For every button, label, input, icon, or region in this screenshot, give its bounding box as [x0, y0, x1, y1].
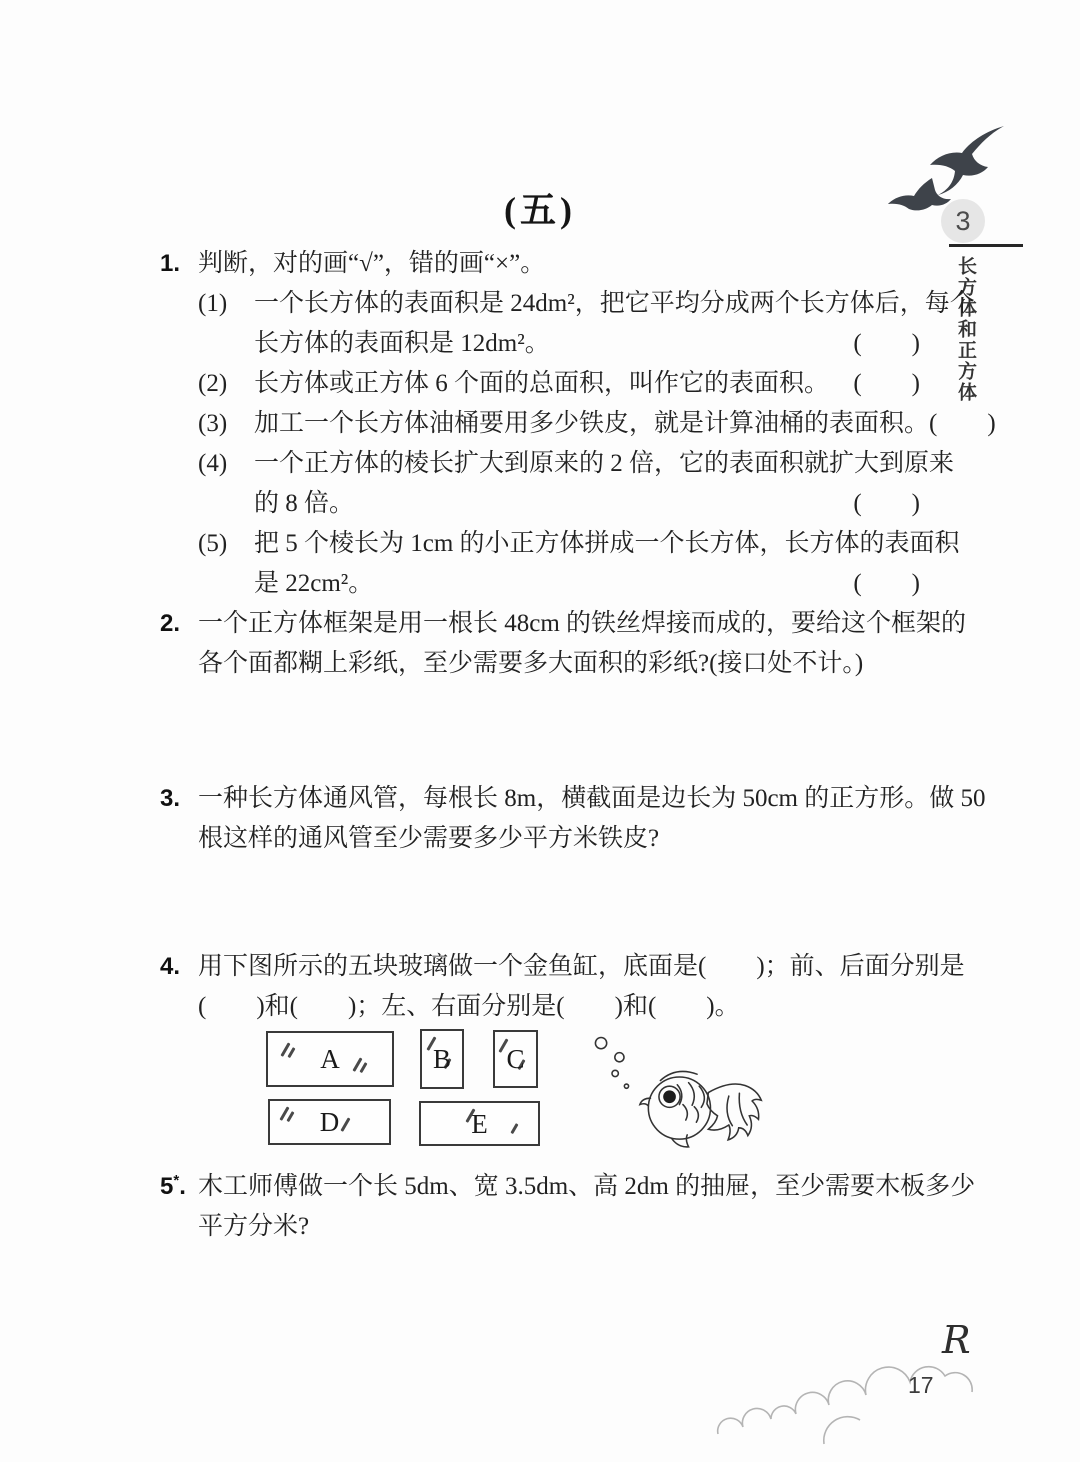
answer-blank: ( ): [929, 410, 996, 437]
judgment-item-2: [198, 364, 920, 404]
question-4: [160, 947, 965, 1027]
glass-panel-b: [420, 1029, 464, 1089]
glass-panel-label: B: [432, 1044, 451, 1074]
question-4-text: ( )和( )；左、右面分别是( )和( )。: [198, 993, 740, 1020]
judgment-item-5: [198, 524, 960, 564]
question-1-stem: 判断，对的画“√”，错的画“×”。: [198, 250, 546, 277]
glass-panel-a: [266, 1031, 394, 1087]
answer-blank: ( ): [853, 570, 920, 597]
judgment-item-4-cont: [198, 484, 920, 524]
page-number: 17: [908, 1372, 934, 1398]
glass-panels-diagram: [160, 1029, 920, 1149]
unit-tab-divider: [949, 244, 1023, 247]
question-4-text: 用下图所示的五块玻璃做一个金鱼缸，底面是( )；前、后面分别是: [198, 953, 965, 980]
subitem-text: 一个长方体的表面积是 24dm²，把它平均分成两个长方体后，每个: [254, 290, 975, 317]
glass-panel-label: D: [319, 1107, 340, 1137]
cloud-doodle: [712, 1332, 1042, 1462]
answer-blank: ( ): [853, 330, 920, 357]
question-3-text: 一种长方体通风管，每根长 8m，横截面是边长为 50cm 的正方形。做 50: [198, 785, 986, 812]
glass-shine-icon: [359, 1062, 367, 1073]
glass-panel-label: A: [320, 1044, 340, 1074]
question-5-text: 平方分米?: [198, 1213, 310, 1240]
glass-panel-d: [268, 1099, 391, 1145]
subitem-text: 的 8 倍。: [254, 490, 355, 517]
subitem-label: (3): [198, 410, 228, 437]
question-5: [160, 1167, 976, 1247]
answer-blank: ( ): [853, 370, 920, 397]
question-4-number: 4.: [160, 953, 181, 980]
subitem-text: 长方体或正方体 6 个面的总面积，叫作它的表面积。: [254, 370, 830, 397]
page-title: (五): [504, 190, 576, 230]
unit-number: 3: [955, 205, 971, 236]
judgment-item-5-cont: [198, 564, 920, 604]
subitem-label: (4): [198, 450, 228, 477]
glass-shine-icon: [340, 1117, 350, 1131]
subitem-text: 长方体的表面积是 12dm²。: [254, 330, 550, 357]
subitem-text: 一个正方体的棱长扩大到原来的 2 倍，它的表面积就扩大到原来: [254, 450, 955, 477]
subitem-label: (2): [198, 370, 228, 397]
subitem-text: 是 22cm²。: [254, 570, 374, 597]
question-3-number: 3.: [160, 785, 181, 812]
glass-panel-e: [419, 1101, 540, 1146]
glass-panel-c: [493, 1030, 538, 1088]
glass-shine-icon: [286, 1111, 294, 1122]
subitem-text: 把 5 个棱长为 1cm 的小正方体拼成一个长方体，长方体的表面积: [254, 530, 960, 557]
glass-shine-icon: [287, 1047, 295, 1058]
question-2: [160, 604, 967, 684]
glass-panel-label: C: [506, 1044, 525, 1074]
goldfish-illustration: [588, 1029, 768, 1149]
question-5-number: 5*.: [160, 1172, 186, 1200]
question-2-text: 一个正方体框架是用一根长 48cm 的铁丝焊接而成的，要给这个框架的: [198, 610, 967, 637]
question-2-number: 2.: [160, 610, 181, 637]
subitem-text: 加工一个长方体油桶要用多少铁皮，就是计算油桶的表面积。: [254, 410, 930, 437]
star-marker: *: [173, 1172, 180, 1189]
question-3: [160, 779, 986, 859]
answer-blank: ( ): [853, 490, 920, 517]
unit-title-vertical: 长方体和正方体: [955, 256, 976, 403]
judgment-item-3: [198, 404, 996, 444]
question-5-text: 木工师傅做一个长 5dm、宽 3.5dm、高 2dm 的抽屉，至少需要木板多少: [198, 1173, 976, 1200]
bubble-icon: [595, 1037, 606, 1048]
judgment-item-1-cont: [198, 324, 920, 364]
glass-panel-label: E: [471, 1108, 488, 1139]
judgment-item-1: [198, 284, 975, 324]
judgment-item-4: [198, 444, 955, 484]
glass-shine-icon: [510, 1123, 518, 1134]
question-3-text: 根这样的通风管至少需要多少平方米铁皮?: [198, 825, 660, 852]
question-1-number: 1.: [160, 250, 181, 277]
publisher-r-mark: R: [942, 1318, 971, 1362]
subitem-label: (1): [198, 290, 228, 317]
subitem-label: (5): [198, 530, 228, 557]
question-2-text: 各个面都糊上彩纸，至少需要多大面积的彩纸?(接口处不计。): [198, 650, 864, 677]
